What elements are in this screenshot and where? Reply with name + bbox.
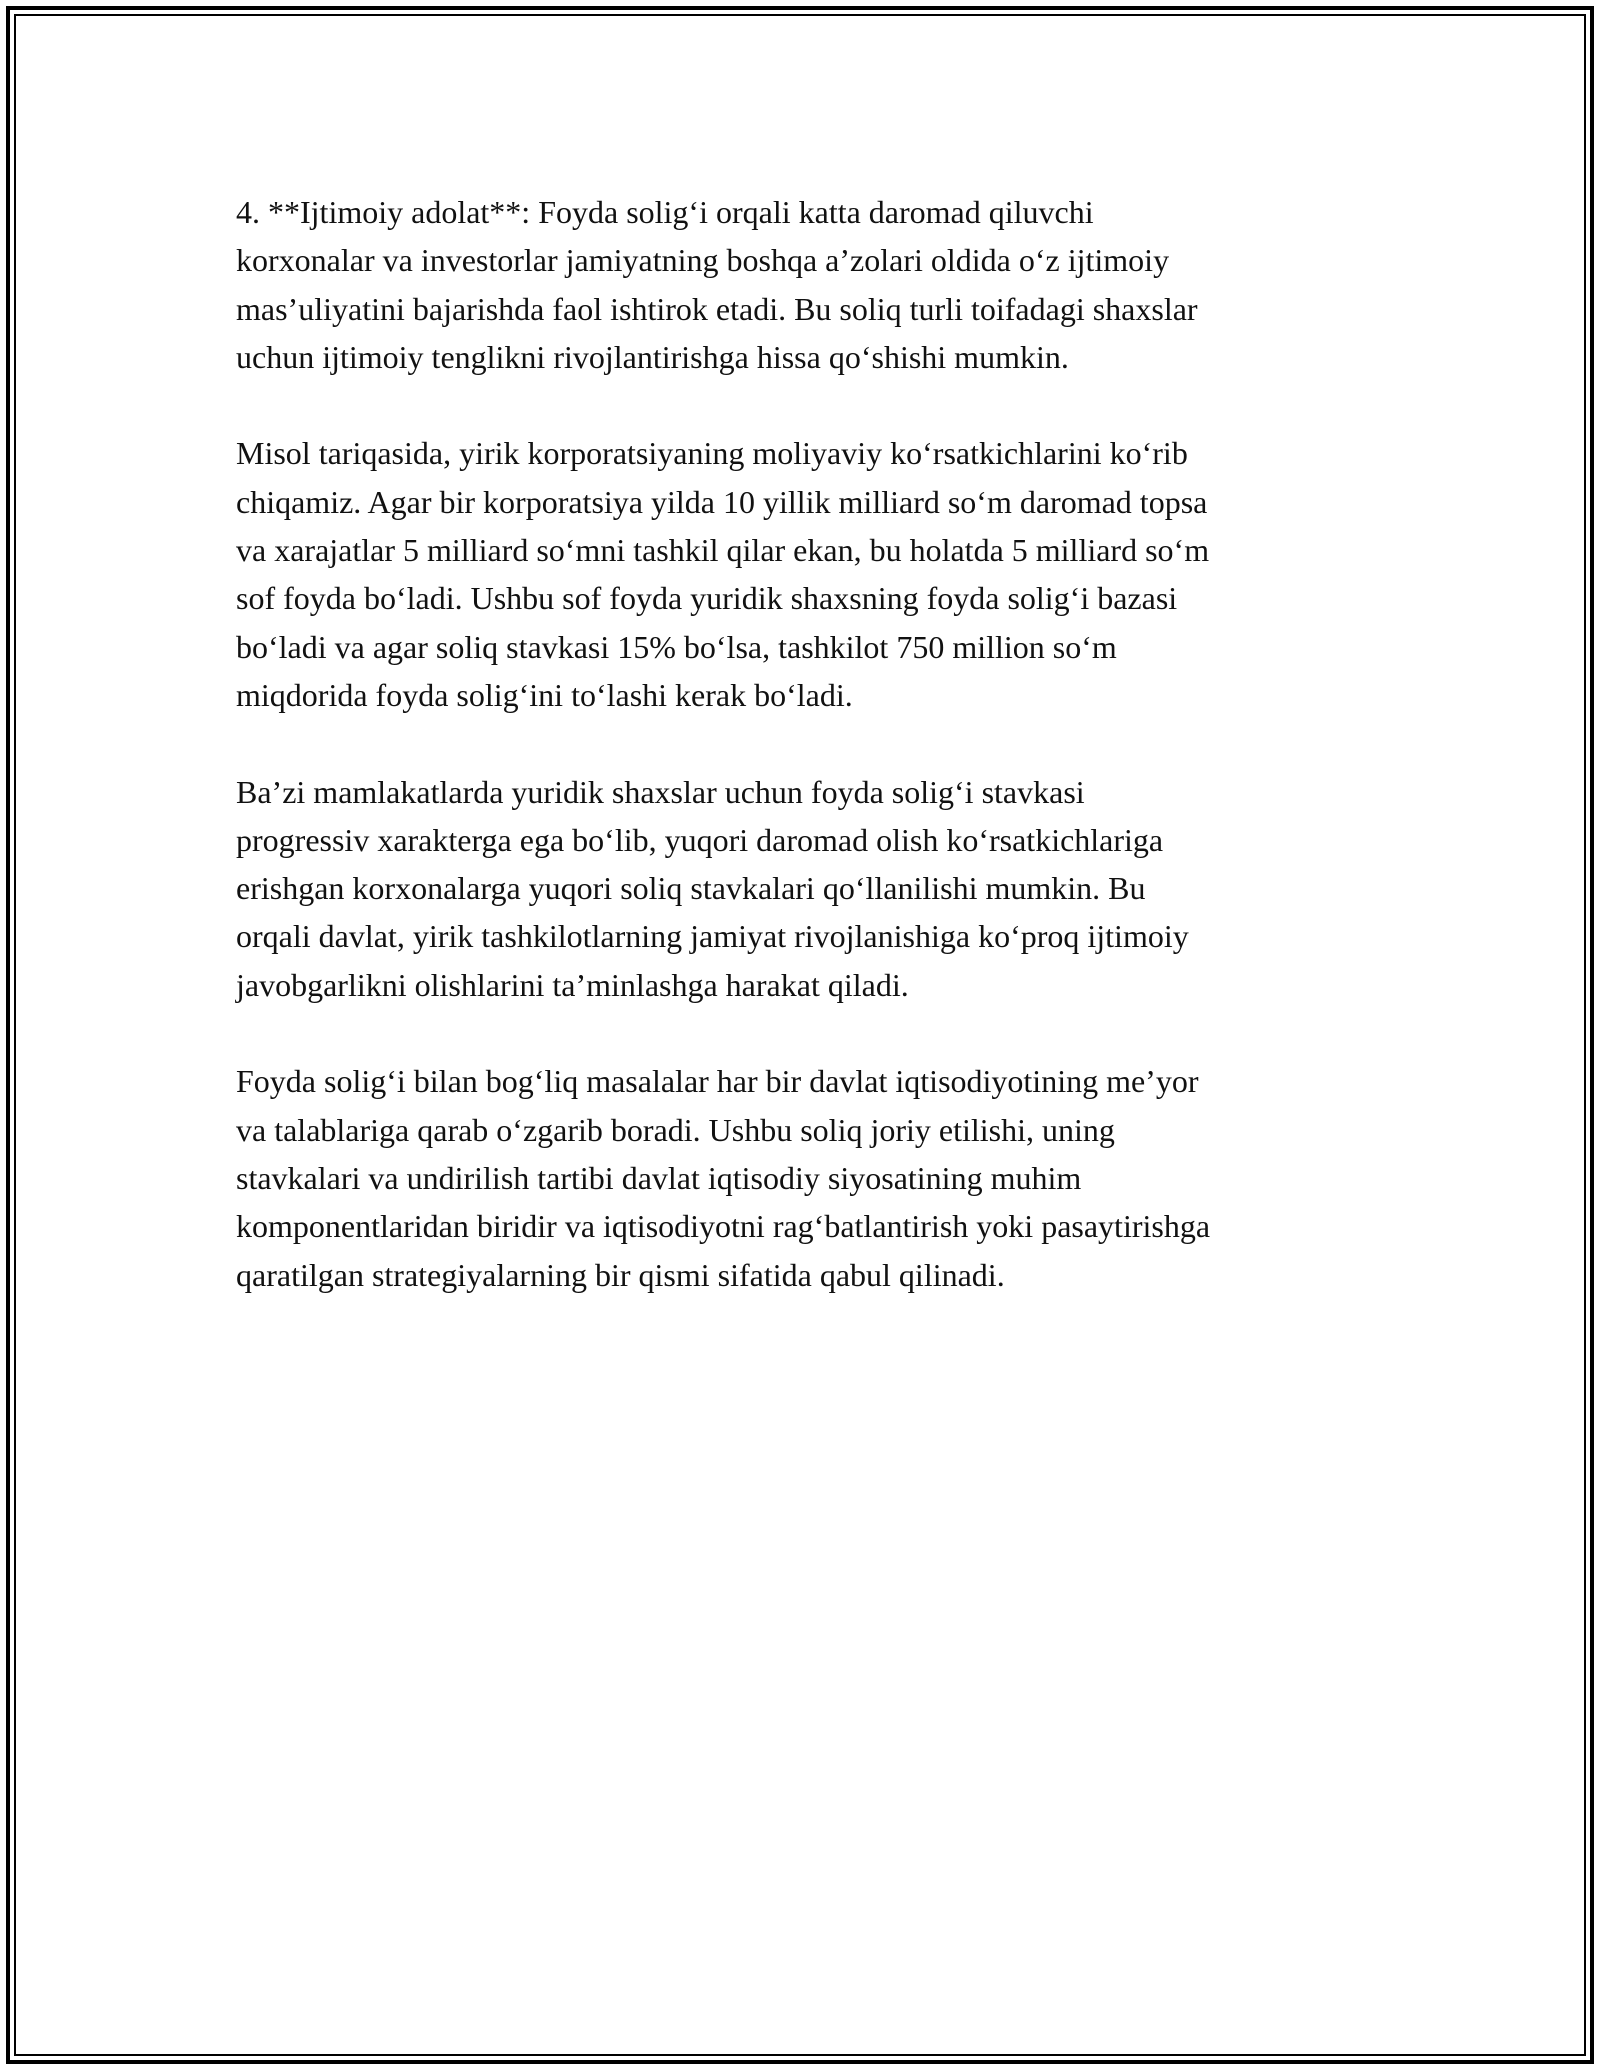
text-line: bo‘ladi va agar soliq stavkasi 15% bo‘lsa, tashkilot 750 million so‘m — [236, 628, 1117, 665]
text-line: Ba’zi mamlakatlarda yuridik shaxslar uchun foyda solig‘i stavkasi — [236, 773, 1085, 810]
text-line: progressiv xarakterga ega bo‘lib, yuqori daromad olish ko‘rsatkichlariga — [236, 821, 1164, 858]
text-line: 4. **Ijtimoiy adolat**: Foyda solig‘i orqali katta daromad qiluvchi — [236, 194, 1094, 230]
text-line: miqdorida foyda solig‘ini to‘lashi kerak bo‘ladi. — [236, 676, 853, 713]
paragraph-example — [236, 429, 1356, 719]
text-line: orqali davlat, yirik tashkilotlarning jamiyat rivojlanishiga ko‘proq ijtimoiy — [236, 918, 1189, 955]
text-line: komponentlaridan biridir va iqtisodiyotni rag‘batlantirish yoki pasaytirishga — [236, 1208, 1211, 1245]
text-line: uchun ijtimoiy tenglikni rivojlantirishga hissa qo‘shishi mumkin. — [236, 338, 1069, 375]
text-line: stavkalari va undirilish tartibi davlat iqtisodiy siyosatining muhim — [236, 1159, 1082, 1196]
text-line: chiqamiz. Agar bir korporatsiya yilda 10 yillik milliard so‘m daromad topsa — [236, 483, 1208, 520]
text-line: javobgarlikni olishlarini ta’minlashga harakat qiladi. — [236, 966, 909, 1003]
text-line: sof foyda bo‘ladi. Ushbu sof foyda yuridik shaxsning foyda solig‘i bazasi — [236, 580, 1178, 617]
text-line: mas’uliyatini bajarishda faol ishtirok etadi. Bu soliq turli toifadagi shaxslar — [236, 290, 1198, 327]
document-body — [236, 188, 1356, 1347]
paragraph-progressive-rates — [236, 768, 1356, 1009]
text-line: erishgan korxonalarga yuqori soliq stavkalari qo‘llanilishi mumkin. Bu — [236, 870, 1146, 907]
text-line: qaratilgan strategiyalarning bir qismi sifatida qabul qilinadi. — [236, 1256, 1005, 1293]
paragraph-conclusion — [236, 1057, 1356, 1298]
paragraph-social-justice — [236, 188, 1356, 381]
text-line: korxonalar va investorlar jamiyatning boshqa a’zolari oldida o‘z ijtimoiy — [236, 242, 1170, 279]
text-line: va talablariga qarab o‘zgarib boradi. Ushbu soliq joriy etilishi, uning — [236, 1111, 1115, 1148]
text-line: va xarajatlar 5 milliard so‘mni tashkil qilar ekan, bu holatda 5 milliard so‘m — [236, 532, 1210, 569]
text-line: Misol tariqasida, yirik korporatsiyaning moliyaviy ko‘rsatkichlarini ko‘rib — [236, 435, 1188, 472]
text-line: Foyda solig‘i bilan bog‘liq masalalar har bir davlat iqtisodiyotining me’yor — [236, 1063, 1199, 1100]
